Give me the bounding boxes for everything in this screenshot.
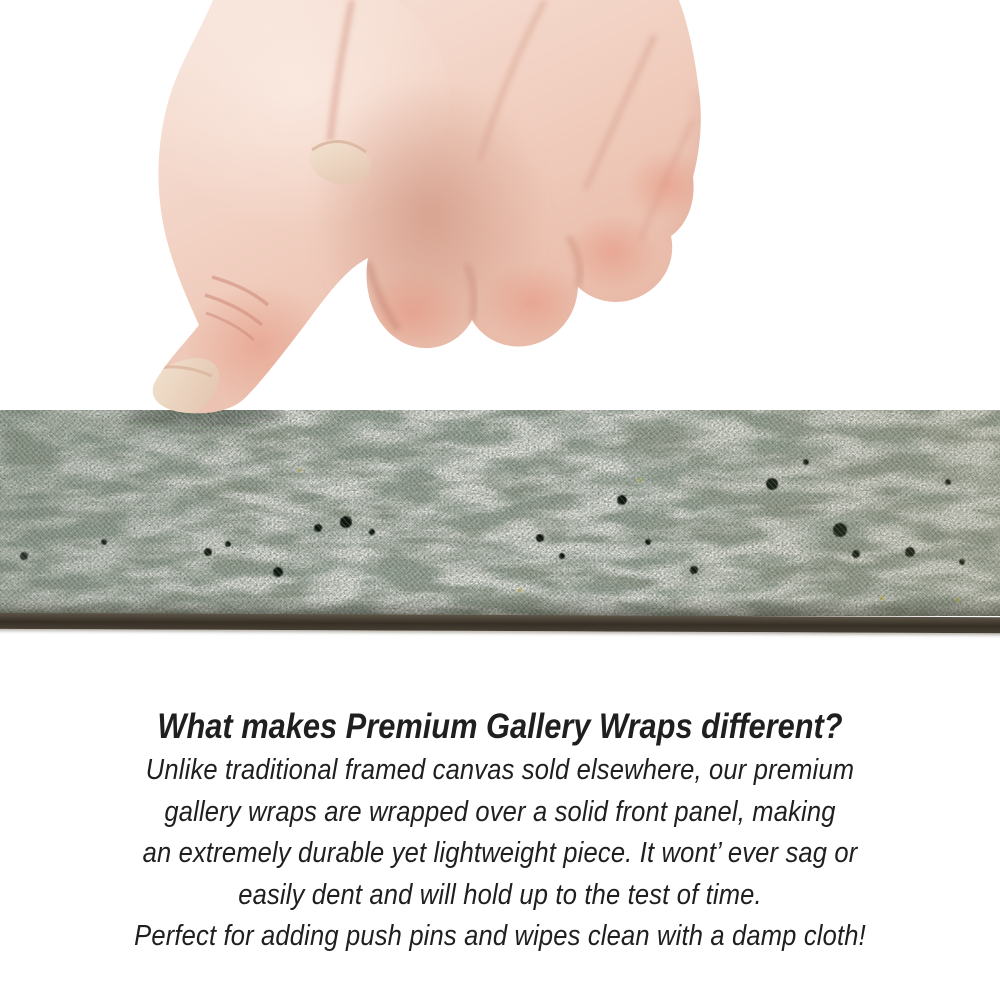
hand-photo	[0, 0, 1000, 432]
headline: What makes Premium Gallery Wraps different?	[157, 707, 843, 746]
canvas-strip	[0, 410, 1000, 616]
body-line-1: Unlike traditional framed canvas sold elsewhere, our premium	[145, 754, 855, 786]
body-line-4: easily dent and will hold up to the test of time.	[238, 878, 762, 911]
body-line-5: Perfect for adding push pins and wipes clean with a damp cloth!	[134, 920, 866, 952]
hand-illustration	[0, 0, 1000, 432]
body-line-3: an extremely durable yet lightweight piece. It wont’ ever sag or	[142, 837, 858, 869]
marketing-copy	[0, 704, 1000, 958]
canvas-weave-overlay	[0, 410, 1000, 616]
body-line-2: gallery wraps are wrapped over a solid front panel, making	[164, 795, 836, 828]
canvas-side-edge	[0, 613, 1000, 633]
